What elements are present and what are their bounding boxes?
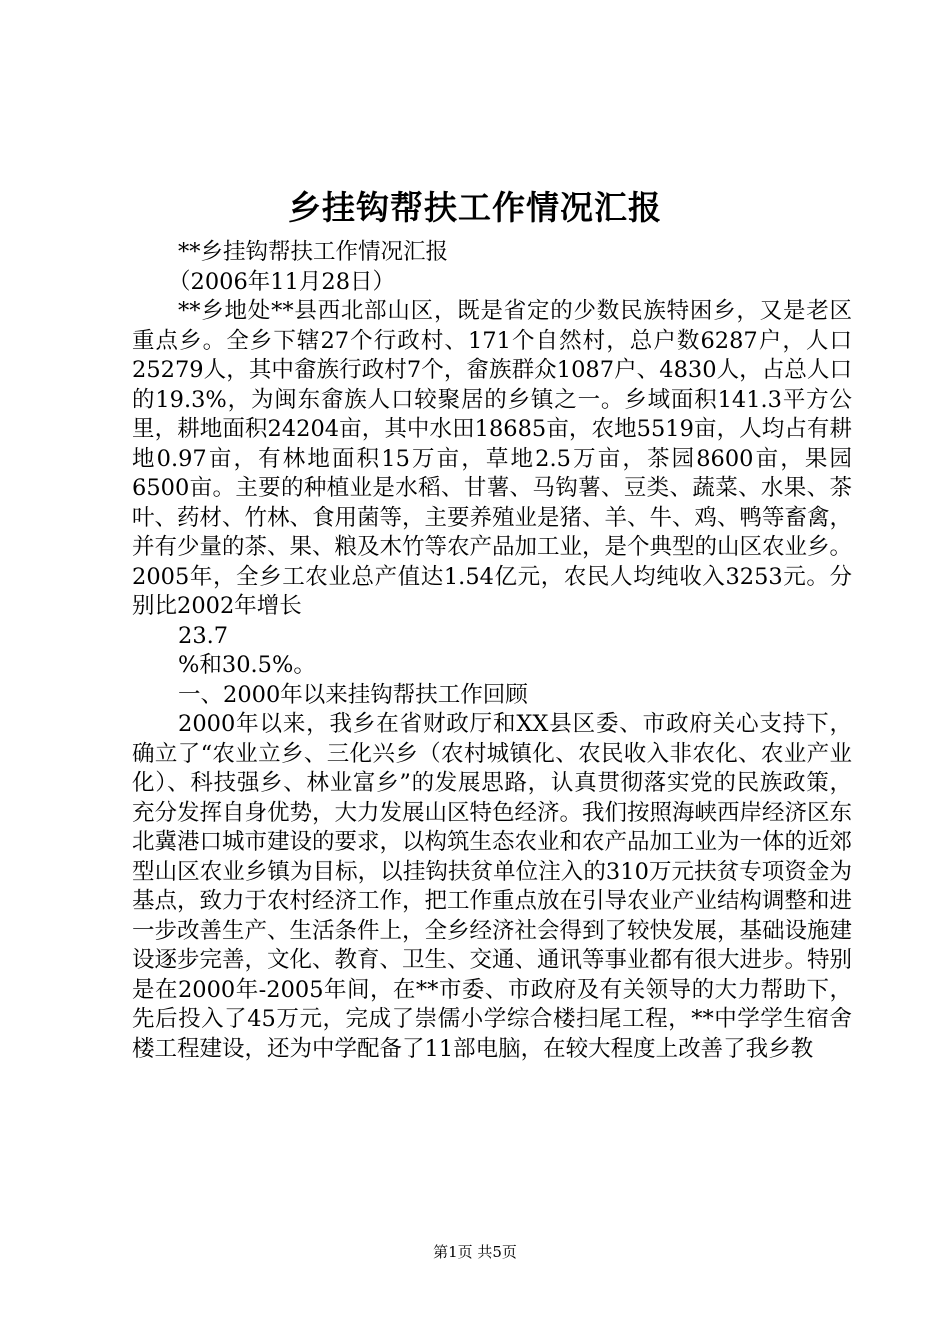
body-paragraph: **乡地处**县西北部山区，既是省定的少数民族特困乡，又是老区重点乡。全乡下辖27个行政村、171个自然村，总户数6287户，人口25279人，其中畲族行政村7个，畲族群众1087户、4830人，占总人口的19.3%，为闽东畲族人口较聚居的乡镇之一。乡域面积141.3平方公里，耕地面积24204亩，其中水田18685亩，农地5519亩，人均占有耕地0.97亩，有林地面积15万亩，草地2.5万亩，茶园8600亩，果园6500亩。主要的种植业是水稻、甘薯、马钩薯、豆类、蔬菜、水果、茶叶、药材、竹林、食用菌等，主要养殖业是猪、羊、牛、鸡、鸭等畜禽，并有少量的茶、果、粮及木竹等农产品加工业，是个典型的山区农业乡。2005年，全乡工农业总产值达1.54亿元，农民人均纯收入3253元。分别比2002年增长 [132,298,853,619]
page-footer: 第1页 共5页 [433,1243,517,1261]
body-paragraph: 23.7 [178,622,229,649]
document-title: 乡挂钩帮扶工作情况汇报 [288,188,662,227]
date-line: （2006年11月28日） [168,268,396,295]
section-heading: 一、2000年以来挂钩帮扶工作回顾 [178,681,528,708]
document-body [132,238,852,1064]
body-paragraph: 2000年以来，我乡在省财政厅和XX县区委、市政府关心支持下，确立了“农业立乡、三化兴乡（农村城镇化、农民收入非农化、农业产业化）、科技强乡、林业富乡”的发展思路，认真贯彻落实党的民族政策，充分发挥自身优势，大力发展山区特色经济。我们按照海峡西岸经济区东北冀港口城市建设的要求，以构筑生态农业和农产品加工业为一体的近郊型山区农业乡镇为目标，以挂钩扶贫单位注入的310万元扶贫专项资金为基点，致力于农村经济工作，把工作重点放在引导农业产业结构调整和进一步改善生产、生活条件上，全乡经济社会得到了较快发展，基础设施建设逐步完善，文化、教育、卫生、交通、通讯等事业都有很大进步。特别是在2000年-2005年间，在**市委、市政府及有关领导的大力帮助下，先后投入了45万元，完成了崇儒小学综合楼扫尾工程，**中学学生宿舍楼工程建设，还为中学配备了11部电脑，在较大程度上改善了我乡教 [132,711,853,1062]
subtitle-line: **乡挂钩帮扶工作情况汇报 [178,239,449,265]
body-paragraph: %和30.5%。 [178,652,316,678]
